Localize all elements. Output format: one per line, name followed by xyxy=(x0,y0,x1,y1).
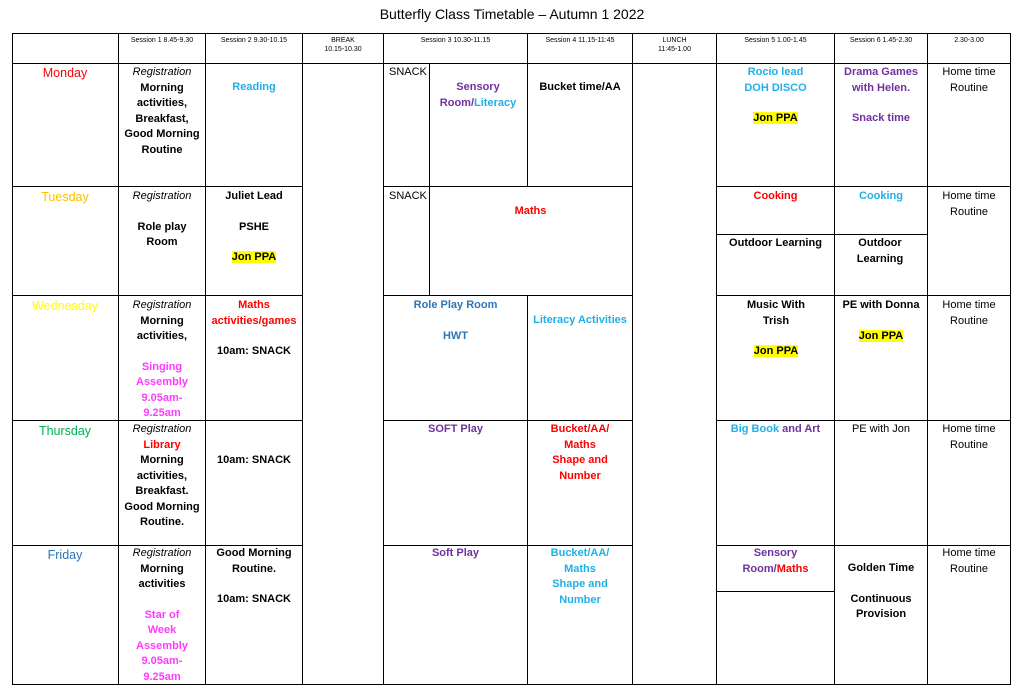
monday-s3-room: Room/ xyxy=(439,96,475,109)
friday-s4-bucket: Bucket/AA/ xyxy=(550,547,610,559)
wednesday-s3-role-play: Role Play Room xyxy=(413,299,498,311)
friday-s5-room: Room/ xyxy=(742,562,777,575)
tuesday-s6-cooking: Cooking xyxy=(859,190,903,202)
wednesday-s4-literacy: Literacy Activities xyxy=(533,314,627,326)
monday-session-1 xyxy=(121,65,203,158)
monday-session-5 xyxy=(718,65,833,127)
header-lunch xyxy=(632,36,717,54)
friday-session-7 xyxy=(929,546,1009,577)
page-title: Butterfly Class Timetable – Autumn 1 2022 xyxy=(379,6,645,22)
friday-home-time: Home time Routine xyxy=(942,547,996,575)
wednesday-s1-activities: Morning activities, xyxy=(136,314,188,342)
tuesday-s5-outdoor: Outdoor Learning xyxy=(729,237,822,249)
tuesday-session-6-outdoor xyxy=(850,236,910,267)
tuesday-session-1 xyxy=(121,189,203,251)
monday-snack: SNACK xyxy=(389,66,427,78)
tuesday-session-2 xyxy=(207,189,301,266)
tuesday-s34-maths: Maths xyxy=(514,205,547,217)
day-thursday: Thursday xyxy=(38,424,92,438)
header-break-time: 10.15-10.30 xyxy=(324,46,362,53)
monday-s3-literacy: Literacy xyxy=(474,96,517,109)
wednesday-s5-music: Music With Trish xyxy=(747,299,805,327)
day-monday: Monday xyxy=(42,66,88,80)
wednesday-session-4 xyxy=(529,313,631,329)
wednesday-session-3 xyxy=(385,298,526,344)
header-session-4: Session 4 11.15-11:45 xyxy=(545,37,615,44)
friday-s1-star-assembly: Star of Week Assembly 9.05am-9.25am xyxy=(136,608,188,683)
tuesday-session-3-4 xyxy=(430,204,631,220)
monday-session-3 xyxy=(430,80,526,111)
header-session-6: Session 6 1.45-2.30 xyxy=(849,37,913,44)
registration-label: Registration xyxy=(132,547,192,559)
thursday-session-4 xyxy=(529,422,631,484)
friday-s6-continuous: Continuous Provision xyxy=(850,592,912,620)
thursday-s4-maths: Maths xyxy=(564,438,596,451)
header-session-1: Session 1 8.45-9.30 xyxy=(130,37,194,44)
friday-s4-maths: Maths xyxy=(564,562,596,575)
thursday-s3-soft-play: SOFT Play xyxy=(427,423,484,435)
wednesday-s6-jon-ppa: Jon PPA xyxy=(858,329,904,342)
tuesday-snack: SNACK xyxy=(389,190,427,202)
wednesday-session-1 xyxy=(121,298,203,422)
day-friday: Friday xyxy=(47,548,83,562)
monday-session-2 xyxy=(207,80,301,96)
registration-label: Registration xyxy=(132,66,192,78)
friday-s2-snack: 10am: SNACK xyxy=(217,593,291,605)
friday-session-2 xyxy=(207,546,301,608)
thursday-home-time: Home time Routine xyxy=(942,423,996,451)
thursday-s5-big-book: Big Book xyxy=(730,423,780,435)
monday-s6-snack-time: Snack time xyxy=(851,112,911,124)
monday-s5-lead: Rocio lead xyxy=(747,66,804,78)
monday-session-6 xyxy=(836,65,926,127)
friday-session-4 xyxy=(529,546,631,608)
friday-session-3 xyxy=(385,546,526,562)
tuesday-session-7 xyxy=(929,189,1009,220)
wednesday-session-6 xyxy=(836,298,926,344)
registration-label: Registration xyxy=(132,299,192,311)
header-session-7: 2.30-3.00 xyxy=(954,37,984,44)
thursday-s1-activities: Morning activities, Breakfast. Good Morning Routine. xyxy=(124,454,200,528)
monday-session-7 xyxy=(929,65,1009,96)
header-session-2: Session 2 9.30-10.15 xyxy=(220,37,288,44)
friday-s5-maths: Maths xyxy=(776,562,809,575)
monday-s5-jon-ppa: Jon PPA xyxy=(753,112,798,124)
header-lunch-label: LUNCH xyxy=(662,37,687,44)
monday-s6-drama: Drama Games with Helen. xyxy=(844,66,918,94)
wednesday-s5-jon-ppa: Jon PPA xyxy=(753,345,799,357)
wednesday-s6-pe: PE with Donna xyxy=(842,299,920,311)
friday-s6-golden-time: Golden Time xyxy=(847,562,915,574)
monday-s3-sensory: Sensory xyxy=(456,81,500,93)
friday-s4-shape: Shape and Number xyxy=(552,578,608,606)
monday-home-time: Home time Routine xyxy=(942,66,996,94)
thursday-session-6 xyxy=(836,422,926,438)
wednesday-s3-hwt: HWT xyxy=(442,329,469,342)
friday-session-1 xyxy=(121,546,203,685)
tuesday-s2-lead: Juliet Lead xyxy=(225,190,283,202)
header-session-3: Session 3 10.30-11.15 xyxy=(420,37,491,44)
friday-s1-activities: Morning activities xyxy=(138,562,186,590)
friday-session-6 xyxy=(836,561,926,623)
wednesday-s2-maths: Maths activities/games xyxy=(211,299,297,327)
thursday-s2-snack: 10am: SNACK xyxy=(217,454,291,466)
friday-s5-sensory: Sensory xyxy=(753,547,798,559)
friday-session-5 xyxy=(718,546,833,577)
header-session-5: Session 5 1.00-1.45 xyxy=(744,37,807,44)
friday-s3-soft-play: Soft Play xyxy=(431,547,480,559)
tuesday-s1-role-play: Role play Room xyxy=(137,220,187,248)
thursday-session-5 xyxy=(718,422,833,438)
thursday-s6-pe: PE with Jon xyxy=(851,423,911,435)
wednesday-s2-snack: 10am: SNACK xyxy=(217,345,291,357)
tuesday-session-6 xyxy=(836,189,926,205)
day-tuesday: Tuesday xyxy=(41,190,89,204)
thursday-session-7 xyxy=(929,422,1009,453)
monday-s5-disco: DOH DISCO xyxy=(744,81,807,94)
friday-s2-good-morning: Good Morning Routine. xyxy=(216,547,292,575)
tuesday-home-time: Home time Routine xyxy=(942,190,996,218)
thursday-s1-library: Library xyxy=(143,438,181,451)
wednesday-home-time: Home time Routine xyxy=(942,299,996,327)
tuesday-session-5-outdoor xyxy=(718,236,833,252)
registration-label: Registration xyxy=(132,423,192,435)
thursday-s4-shape: Shape and Number xyxy=(552,454,608,482)
wednesday-s1-singing: Singing Assembly 9.05am-9.25am xyxy=(136,360,188,419)
tuesday-s2-jon-ppa: Jon PPA xyxy=(231,251,277,263)
thursday-s4-bucket: Bucket/AA/ xyxy=(550,423,610,435)
tuesday-s6-outdoor: Outdoor Learning xyxy=(856,237,904,265)
thursday-s5-art: and Art xyxy=(779,423,821,435)
monday-s4-bucket: Bucket time/AA xyxy=(539,81,621,93)
thursday-session-3 xyxy=(385,422,526,438)
registration-label: Registration xyxy=(132,190,192,202)
monday-s1-activities: Morning activities, Breakfast, Good Morning Routine xyxy=(124,81,200,156)
tuesday-s2-pshe: PSHE xyxy=(239,220,269,233)
wednesday-session-2 xyxy=(207,298,301,360)
wednesday-session-7 xyxy=(929,298,1009,329)
tuesday-s5-cooking: Cooking xyxy=(753,190,798,202)
day-wednesday: Wednesday xyxy=(32,299,98,313)
monday-session-4 xyxy=(529,80,631,96)
thursday-session-2 xyxy=(207,453,301,469)
tuesday-session-5 xyxy=(718,189,833,205)
thursday-session-1 xyxy=(121,422,203,531)
header-break-label: BREAK xyxy=(331,37,355,44)
header-break xyxy=(302,36,384,54)
wednesday-session-5 xyxy=(740,298,812,360)
header-lunch-time: 11:45-1.00 xyxy=(658,46,691,53)
monday-s2-reading: Reading xyxy=(232,81,276,93)
